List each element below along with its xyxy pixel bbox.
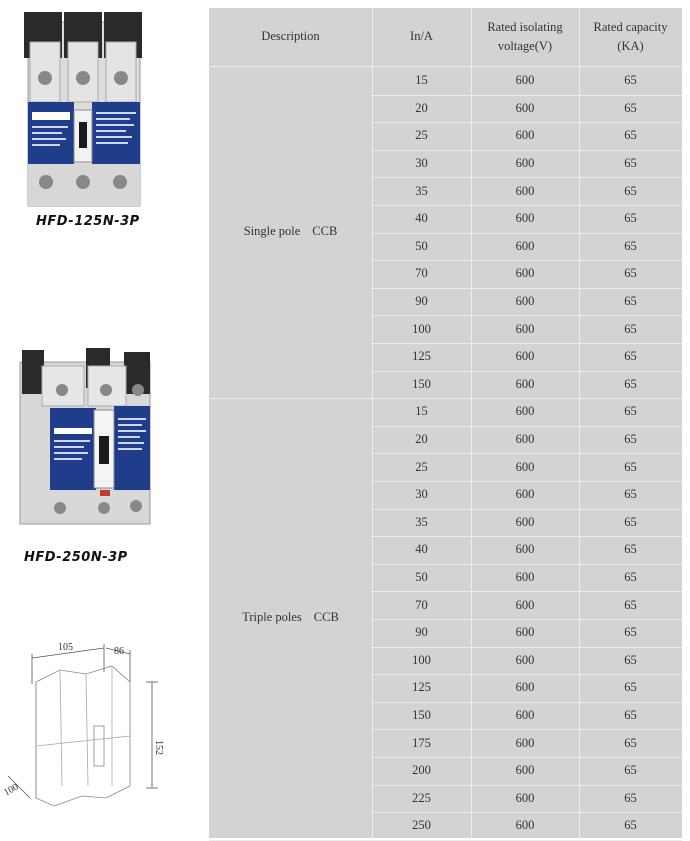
cell-in: 70 (415, 597, 428, 612)
cell-capacity: 65 (624, 431, 637, 446)
breaker-125n-image (18, 12, 146, 208)
cell-capacity: 65 (624, 404, 637, 419)
dimension-drawing (2, 636, 172, 816)
cell-capacity: 65 (624, 100, 637, 115)
cell-capacity: 65 (624, 349, 637, 364)
cell-in: 30 (415, 155, 428, 170)
cell-voltage: 600 (515, 321, 535, 336)
cell-in: 25 (415, 459, 428, 474)
cell-in: 250 (412, 818, 431, 833)
cell-voltage: 600 (515, 73, 535, 88)
breaker-250n-image (16, 348, 154, 526)
cell-in: 70 (415, 266, 428, 281)
group-type: CCB (313, 610, 339, 624)
cell-voltage: 600 (515, 652, 535, 667)
cell-capacity: 65 (624, 625, 637, 640)
cell-in: 35 (415, 183, 428, 198)
cell-capacity: 65 (624, 238, 637, 253)
cell-in: 15 (415, 404, 428, 419)
cell-capacity: 65 (624, 266, 637, 281)
cell-voltage: 600 (515, 763, 535, 778)
cell-in: 40 (415, 211, 428, 226)
cell-capacity: 65 (624, 73, 637, 88)
cell-capacity: 65 (624, 211, 637, 226)
cell-voltage: 600 (515, 211, 535, 226)
cell-in: 35 (415, 514, 428, 529)
cell-voltage: 600 (515, 431, 535, 446)
cell-capacity: 65 (624, 376, 637, 391)
cell-voltage: 600 (515, 597, 535, 612)
cell-voltage: 600 (515, 183, 535, 198)
cell-in: 100 (412, 321, 431, 336)
cell-in: 90 (415, 625, 428, 640)
cell-capacity: 65 (624, 514, 637, 529)
header-voltage-line1: Rated isolating (487, 19, 563, 34)
cell-in: 175 (412, 735, 431, 750)
dim-base-label: 100 (2, 781, 21, 799)
cell-in: 15 (415, 73, 428, 88)
cell-in: 225 (412, 790, 431, 805)
cell-voltage: 600 (515, 569, 535, 584)
cell-voltage: 600 (515, 487, 535, 502)
cell-capacity: 65 (624, 293, 637, 308)
cell-capacity: 65 (624, 680, 637, 695)
cell-capacity: 65 (624, 790, 637, 805)
cell-voltage: 600 (515, 376, 535, 391)
cell-in: 125 (412, 349, 431, 364)
cell-capacity: 65 (624, 735, 637, 750)
cell-voltage: 600 (515, 349, 535, 364)
cell-in: 200 (412, 763, 431, 778)
cell-voltage: 600 (515, 818, 535, 833)
group-type: CCB (312, 223, 338, 238)
cell-voltage: 600 (515, 404, 535, 419)
cell-voltage: 600 (515, 128, 535, 143)
header-capacity (579, 8, 682, 66)
cell-capacity: 65 (624, 597, 637, 612)
cell-capacity: 65 (624, 155, 637, 170)
cell-capacity: 65 (624, 763, 637, 778)
cell-voltage: 600 (515, 625, 535, 640)
header-voltage-line2: voltage(V) (497, 39, 553, 53)
cell-in: 100 (412, 652, 431, 667)
cell-voltage: 600 (515, 680, 535, 695)
cell-voltage: 600 (515, 155, 535, 170)
cell-in: 40 (415, 542, 428, 557)
cell-in: 125 (412, 680, 431, 695)
group-name: Single pole (243, 223, 301, 238)
spec-table (209, 8, 682, 838)
cell-in: 30 (415, 487, 428, 502)
dim-depth-label: 86 (114, 646, 124, 657)
group-description (209, 224, 372, 239)
cell-in: 90 (415, 293, 428, 308)
cell-in: 20 (415, 431, 428, 446)
cell-voltage: 600 (515, 266, 535, 281)
cell-voltage: 600 (515, 100, 535, 115)
cell-voltage: 600 (515, 514, 535, 529)
cell-voltage: 600 (515, 293, 535, 308)
cell-capacity: 65 (624, 128, 637, 143)
dim-height-label: 152 (153, 740, 164, 755)
header-voltage (471, 8, 579, 66)
header-capacity-line2: (KA) (617, 39, 644, 53)
group-description (209, 610, 372, 625)
header-description-text: Description (261, 29, 320, 44)
cell-capacity: 65 (624, 652, 637, 667)
cell-capacity: 65 (624, 487, 637, 502)
dim-width-label: 105 (58, 642, 73, 653)
product-column (0, 0, 205, 840)
cell-in: 20 (415, 100, 428, 115)
header-in-a (372, 8, 471, 66)
cell-voltage: 600 (515, 707, 535, 722)
cell-in: 50 (415, 569, 428, 584)
cell-capacity: 65 (624, 542, 637, 557)
product-model-2: HFD-250N-3P (24, 550, 128, 565)
cell-capacity: 65 (624, 183, 637, 198)
cell-voltage: 600 (515, 735, 535, 750)
cell-voltage: 600 (515, 238, 535, 253)
cell-in: 50 (415, 238, 428, 253)
cell-capacity: 65 (624, 569, 637, 584)
header-in-a-text: In/A (410, 29, 433, 44)
cell-voltage: 600 (515, 542, 535, 557)
group-name: Triple poles (242, 610, 302, 624)
header-capacity-line1: Rated capacity (593, 19, 668, 34)
cell-capacity: 65 (624, 459, 637, 474)
cell-in: 25 (415, 128, 428, 143)
cell-voltage: 600 (515, 790, 535, 805)
cell-in: 150 (412, 707, 431, 722)
cell-in: 150 (412, 376, 431, 391)
cell-capacity: 65 (624, 707, 637, 722)
header-description (209, 8, 372, 66)
cell-capacity: 65 (624, 321, 637, 336)
product-model-1: HFD-125N-3P (36, 214, 140, 229)
cell-capacity: 65 (624, 818, 637, 833)
cell-voltage: 600 (515, 459, 535, 474)
